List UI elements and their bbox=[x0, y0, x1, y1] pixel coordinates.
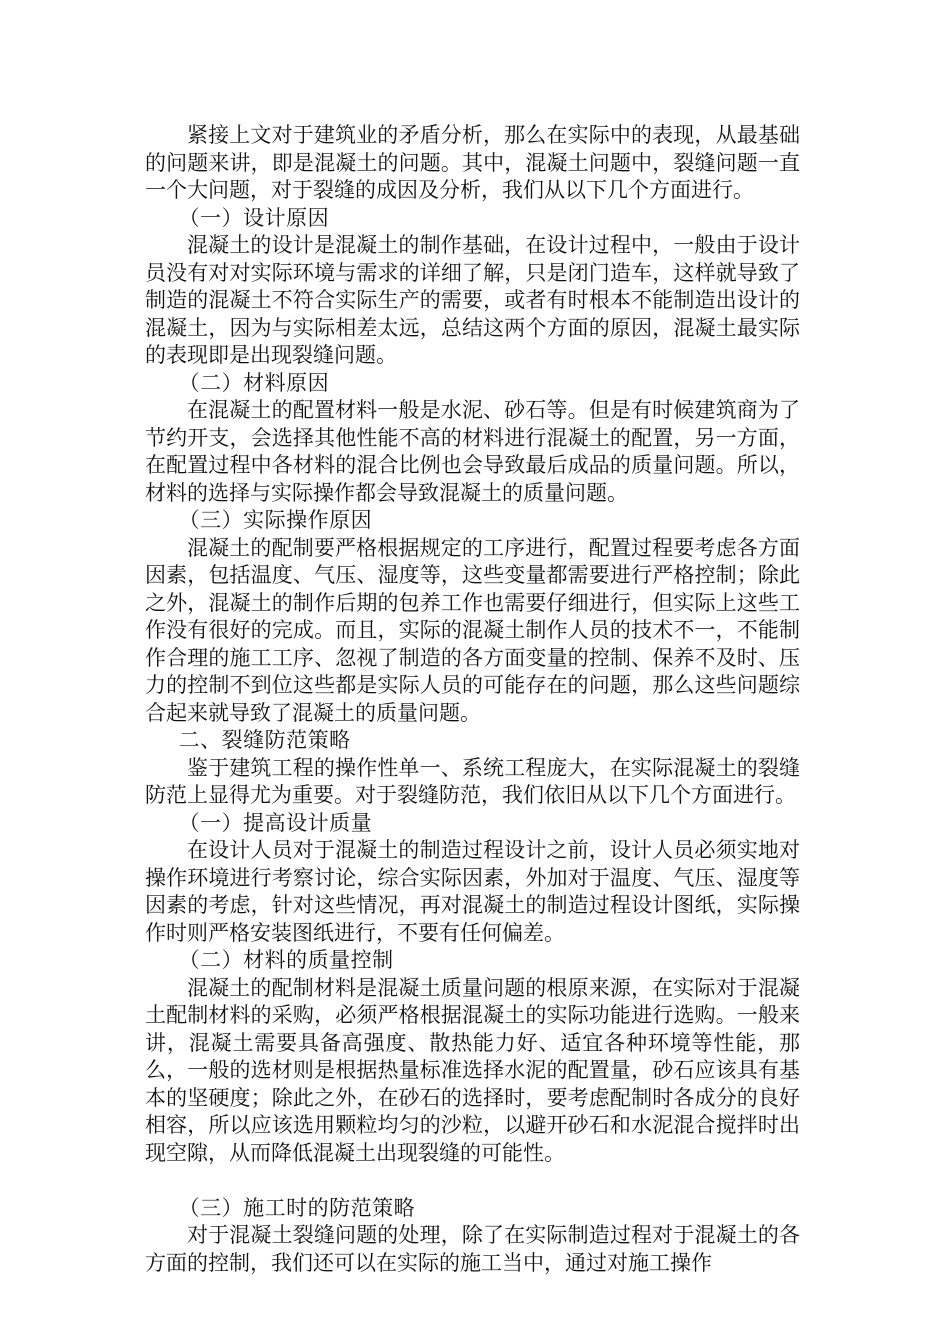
intro-paragraph: 紧接上文对于建筑业的矛盾分析，那么在实际中的表现，从最基础的问题来讲，即是混凝土的问题。其中，混凝土问题中，裂缝问题一直一个大问题，对于裂缝的成因及分析，我们从以下几个方面进行。 bbox=[145, 123, 800, 202]
paragraph-material-quality: 混凝土的配制材料是混凝土质量问题的根原来源，在实际对于混凝土配制材料的采购，必须严格根据混凝土的实际功能进行选购。一般来讲，混凝土需要具备高强度、散热能力好、适宜各种环境等性能，那么，一般的选材则是根据热量标准选择水泥的配置量，砂石应该具有基本的坚硬度；除此之外，在砂石的选择时，要考虑配制时各成分的良好相容，所以应该选用颗粒均匀的沙粒，以避开砂石和水泥混合搅拌时出现空隙，从而降低混凝土出现裂缝的可能性。 bbox=[145, 975, 800, 1165]
heading-design-quality: （一）提高设计质量 bbox=[178, 810, 373, 835]
heading-material-quality: （二）材料的质量控制 bbox=[178, 948, 394, 972]
heading-construction-strategy: （三）施工时的防范策略 bbox=[178, 1195, 416, 1220]
heading-material-reason: （二）材料原因 bbox=[178, 370, 330, 395]
paragraph-design-quality: 在设计人员对于混凝土的制造过程设计之前，设计人员必须实地对操作环境进行考察讨论，综合实际因素，外加对于温度、气压、湿度等因素的考虑，针对这些情况，再对混凝土的制造过程设计图纸，实际操作时则严格安装图纸进行，不要有任何偏差。 bbox=[145, 838, 800, 945]
heading-design-reason: （一）设计原因 bbox=[178, 205, 330, 230]
paragraph-prevention-strategy: 鉴于建筑工程的操作性单一、系统工程庞大，在实际混凝土的裂缝防范上显得尤为重要。对于裂缝防范，我们依旧从以下几个方面进行。 bbox=[145, 755, 800, 807]
blank-line bbox=[145, 1167, 800, 1195]
paragraph-design-reason: 混凝土的设计是混凝土的制作基础，在设计过程中，一般由于设计员没有对对实际环境与需求的详细了解，只是闭门造车，这样就导致了制造的混凝土不符合实际生产的需要，或者有时根本不能制造出设计的混凝土，因为与实际相差太远，总结这两个方面的原因，混凝土最实际的表现即是出现裂缝问题。 bbox=[145, 233, 800, 367]
paragraph-material-reason: 在混凝土的配置材料一般是水泥、砂石等。但是有时候建筑商为了节约开支，会选择其他性能不高的材料进行混凝土的配置，另一方面，在配置过程中各材料的混合比例也会导致最后成品的质量问题。所以，材料的选择与实际操作都会导致混凝土的质量问题。 bbox=[145, 398, 800, 505]
paragraph-construction-strategy: 对于混凝土裂缝问题的处理，除了在实际制造过程对于混凝土的各方面的控制，我们还可以在实际的施工当中，通过对施工操作 bbox=[145, 1223, 800, 1275]
heading-prevention-strategy: 二、裂缝防范策略 bbox=[178, 728, 351, 752]
heading-operation-reason: （三）实际操作原因 bbox=[178, 508, 373, 532]
document-body bbox=[145, 122, 800, 1277]
paragraph-operation-reason: 混凝土的配制要严格根据规定的工序进行，配置过程要考虑各方面因素，包括温度、气压、湿度等，这些变量都需要进行严格控制；除此之外，混凝土的制作后期的包养工作也需要仔细进行，但实际上这些工作没有很好的完成。而且，实际的混凝土制作人员的技术不一，不能制作合理的施工工序、忽视了制造的各方面变量的控制、保养不及时、压力的控制不到位这些都是实际人员的可能存在的问题，那么这些问题综合起来就导致了混凝土的质量问题。 bbox=[145, 535, 800, 725]
